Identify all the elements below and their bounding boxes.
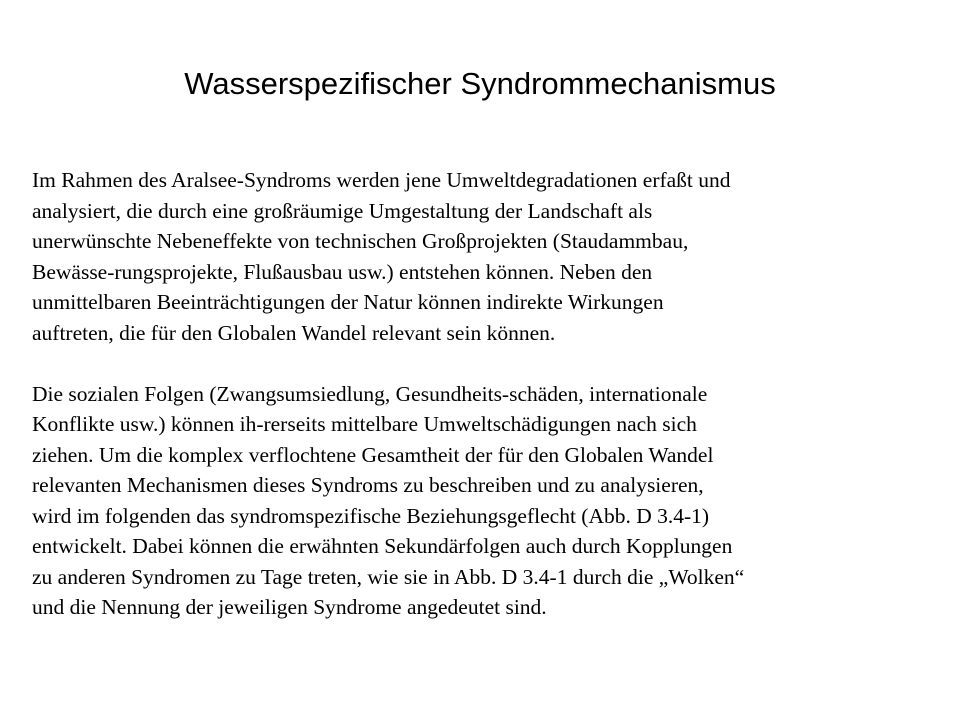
- text-line: Die sozialen Folgen (Zwangsumsiedlung, Gesundheits-schäden, internationale: [32, 381, 708, 406]
- text-line: Im Rahmen des Aralsee-Syndroms werden jene Umweltdegradationen erfaßt und: [32, 168, 731, 192]
- text-line: relevanten Mechanismen dieses Syndroms zu beschreiben und zu analysieren,: [32, 473, 704, 497]
- text-line: auftreten, die für den Globalen Wandel relevant sein können.: [32, 320, 556, 345]
- paragraph-2: [32, 379, 932, 623]
- text-line: unerwünschte Nebeneffekte von technischen Großprojekten (Staudammbau,: [32, 229, 689, 253]
- text-line: unmittelbaren Beeinträchtigungen der Natur können indirekte Wirkungen: [32, 290, 664, 314]
- text-line: ziehen. Um die komplex verflochtene Gesamtheit der für den Globalen Wandel: [32, 442, 714, 467]
- text-line: wird im folgenden das syndromspezifische Beziehungsgeflecht (Abb. D 3.4-1): [32, 503, 710, 528]
- slide-body: [32, 165, 932, 623]
- text-line: analysiert, die durch eine großräumige Umgestaltung der Landschaft als: [32, 198, 653, 223]
- paragraph-1: [32, 165, 932, 348]
- text-line: und die Nennung der jeweiligen Syndrome angedeutet sind.: [32, 595, 547, 619]
- text-line: Bewässe-rungsprojekte, Flußausbau usw.) entstehen können. Neben den: [32, 259, 653, 284]
- text-line: zu anderen Syndromen zu Tage treten, wie sie in Abb. D 3.4-1 durch die „Wolken“: [32, 564, 745, 589]
- text-line: entwickelt. Dabei können die erwähnten Sekundärfolgen auch durch Kopplungen: [32, 534, 733, 558]
- text-line: Konflikte usw.) können ih-rerseits mittelbare Umweltschädigungen nach sich: [32, 412, 697, 436]
- slide-title: Wasserspezifischer Syndrommechanismus: [184, 66, 776, 101]
